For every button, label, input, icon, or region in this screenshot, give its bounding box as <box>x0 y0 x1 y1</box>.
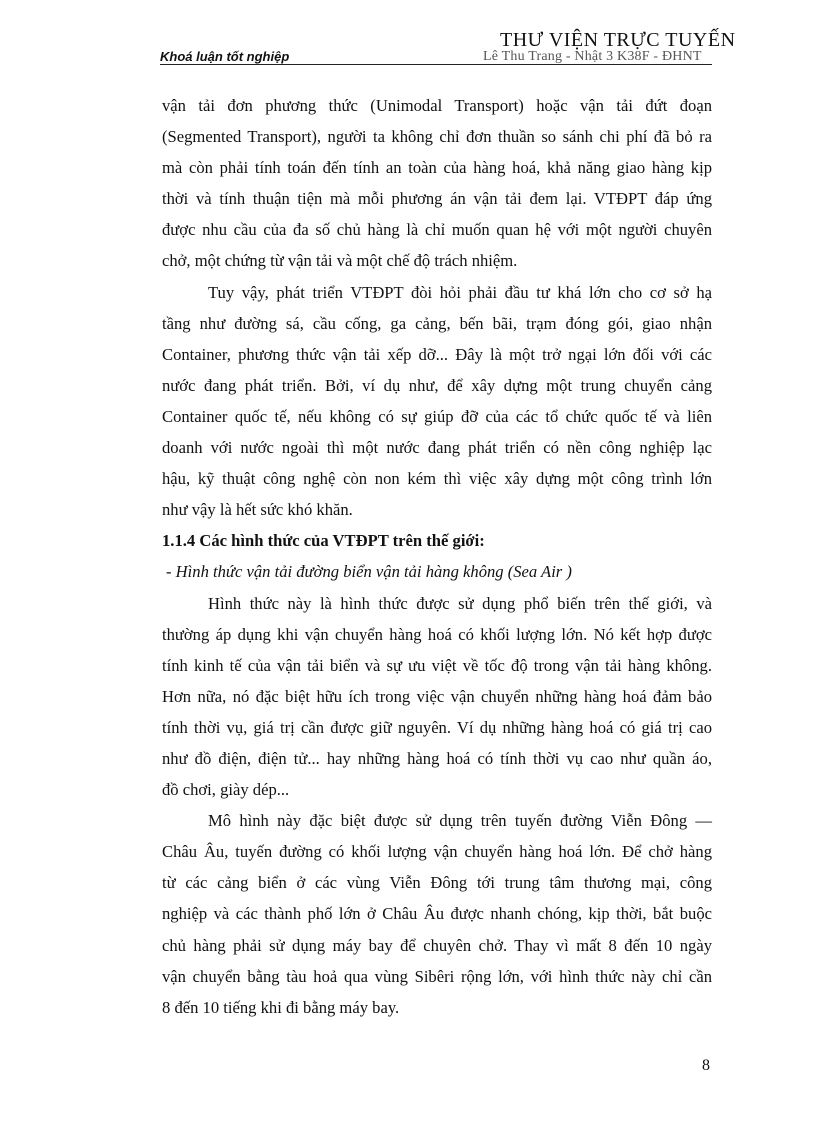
body-line: nước đang phát triển. Bởi, ví dụ như, để xây dựng một trung chuyển cảng <box>162 375 712 395</box>
body-line: tính thời vụ, giá trị cần được giữ nguyên. Ví dụ những hàng hoá có giá trị cao <box>162 717 712 737</box>
body-line: vận tải đơn phương thức (Unimodal Transport) hoặc vận tải đứt đoạn <box>162 96 712 115</box>
section-heading: 1.1.4 Các hình thức của VTĐPT trên thế giới: <box>162 531 485 551</box>
body-line: Mô hình này đặc biệt được sử dụng trên tuyến đường Viễn Đông — <box>208 811 712 831</box>
page-number: 8 <box>702 1057 710 1074</box>
body-line: Tuy vậy, phát triển VTĐPT đòi hỏi phải đầu tư khá lớn cho cơ sở hạ <box>208 282 712 302</box>
body-line: đồ chơi, giày dép... <box>162 780 290 800</box>
body-line: Container, phương thức vận tải xếp dỡ... Đây là một trở ngại lớn đối với các <box>162 344 712 364</box>
body-line: thời và tính thuận tiện mà mỗi phương án vận tải đem lại. VTĐPT đáp ứng <box>162 189 712 209</box>
body-line: được nhu cầu của đa số chủ hàng là chỉ muốn quan hệ với một người chuyên <box>162 220 712 240</box>
body-line: 8 đến 10 tiếng khi đi bằng máy bay. <box>162 997 400 1017</box>
body-line: Hơn nữa, nó đặc biệt hữu ích trong việc vận chuyển những hàng hoá đảm bảo <box>162 686 712 706</box>
body-line: tính kinh tế của vận tải biển và sự ưu việt về tốc độ trong vận tải hàng không. <box>162 655 712 675</box>
body-line: như vậy là hết sức khó khăn. <box>162 500 353 520</box>
body-line: thường áp dụng khi vận chuyển hàng hoá có khối lượng lớn. Nó kết hợp được <box>162 624 712 644</box>
header-divider <box>160 64 712 65</box>
body-line: vận chuyển bằng tàu hoả qua vùng Sibêri rộng lớn, với hình thức này chỉ cần <box>162 966 712 986</box>
body-line: chở, một chứng từ vận tải và một chế độ trách nhiệm. <box>162 251 518 271</box>
body-line: nghiệp và các thành phố lớn ở Châu Âu được nhanh chóng, kịp thời, bắt buộc <box>162 904 712 924</box>
body-line: từ các cảng biển ở các vùng Viễn Đông tới trung tâm thương mại, công <box>162 873 712 893</box>
watermark-text: THƯ VIỆN TRỰC TUYẾN <box>500 29 736 51</box>
body-line: doanh với nước ngoài thì một nước đang phát triển có nền công nghiệp lạc <box>162 438 712 458</box>
body-line: Châu Âu, tuyến đường có khối lượng vận chuyển hàng hoá lớn. Để chở hàng <box>162 842 712 862</box>
body-line: hậu, kỹ thuật công nghệ còn non kém thì việc xây dựng một công trình lớn <box>162 469 712 489</box>
body-line: Container quốc tế, nếu không có sự giúp đỡ của các tổ chức quốc tế và liên <box>162 406 712 426</box>
body-line: mà còn phải tính toán đến tính an toàn của hàng hoá, khả năng giao hàng kịp <box>162 158 712 178</box>
body-line: (Segmented Transport), người ta không chỉ đơn thuần so sánh chi phí đã bỏ ra <box>162 127 712 147</box>
body-line: chủ hàng phải sử dụng máy bay để chuyên chở. Thay vì mất 8 đến 10 ngày <box>162 935 712 955</box>
document-body <box>162 90 712 1023</box>
body-line: Hình thức này là hình thức được sử dụng phổ biến trên thế giới, và <box>208 593 712 613</box>
header-right-author: Lê Thu Trang - Nhật 3 K38F - ĐHNT <box>483 49 702 64</box>
body-line: như đồ điện, điện tử... hay những hàng hoá có tính thời vụ cao như quần áo, <box>162 748 712 768</box>
header-left-title: Khoá luận tốt nghiệp <box>160 49 290 64</box>
subsection-title: - Hình thức vận tải đường biển vận tải hàng không (Sea Air ) <box>166 562 572 582</box>
body-line: tầng như đường sá, cầu cống, ga cảng, bến bãi, trạm đóng gói, giao nhận <box>162 313 712 333</box>
